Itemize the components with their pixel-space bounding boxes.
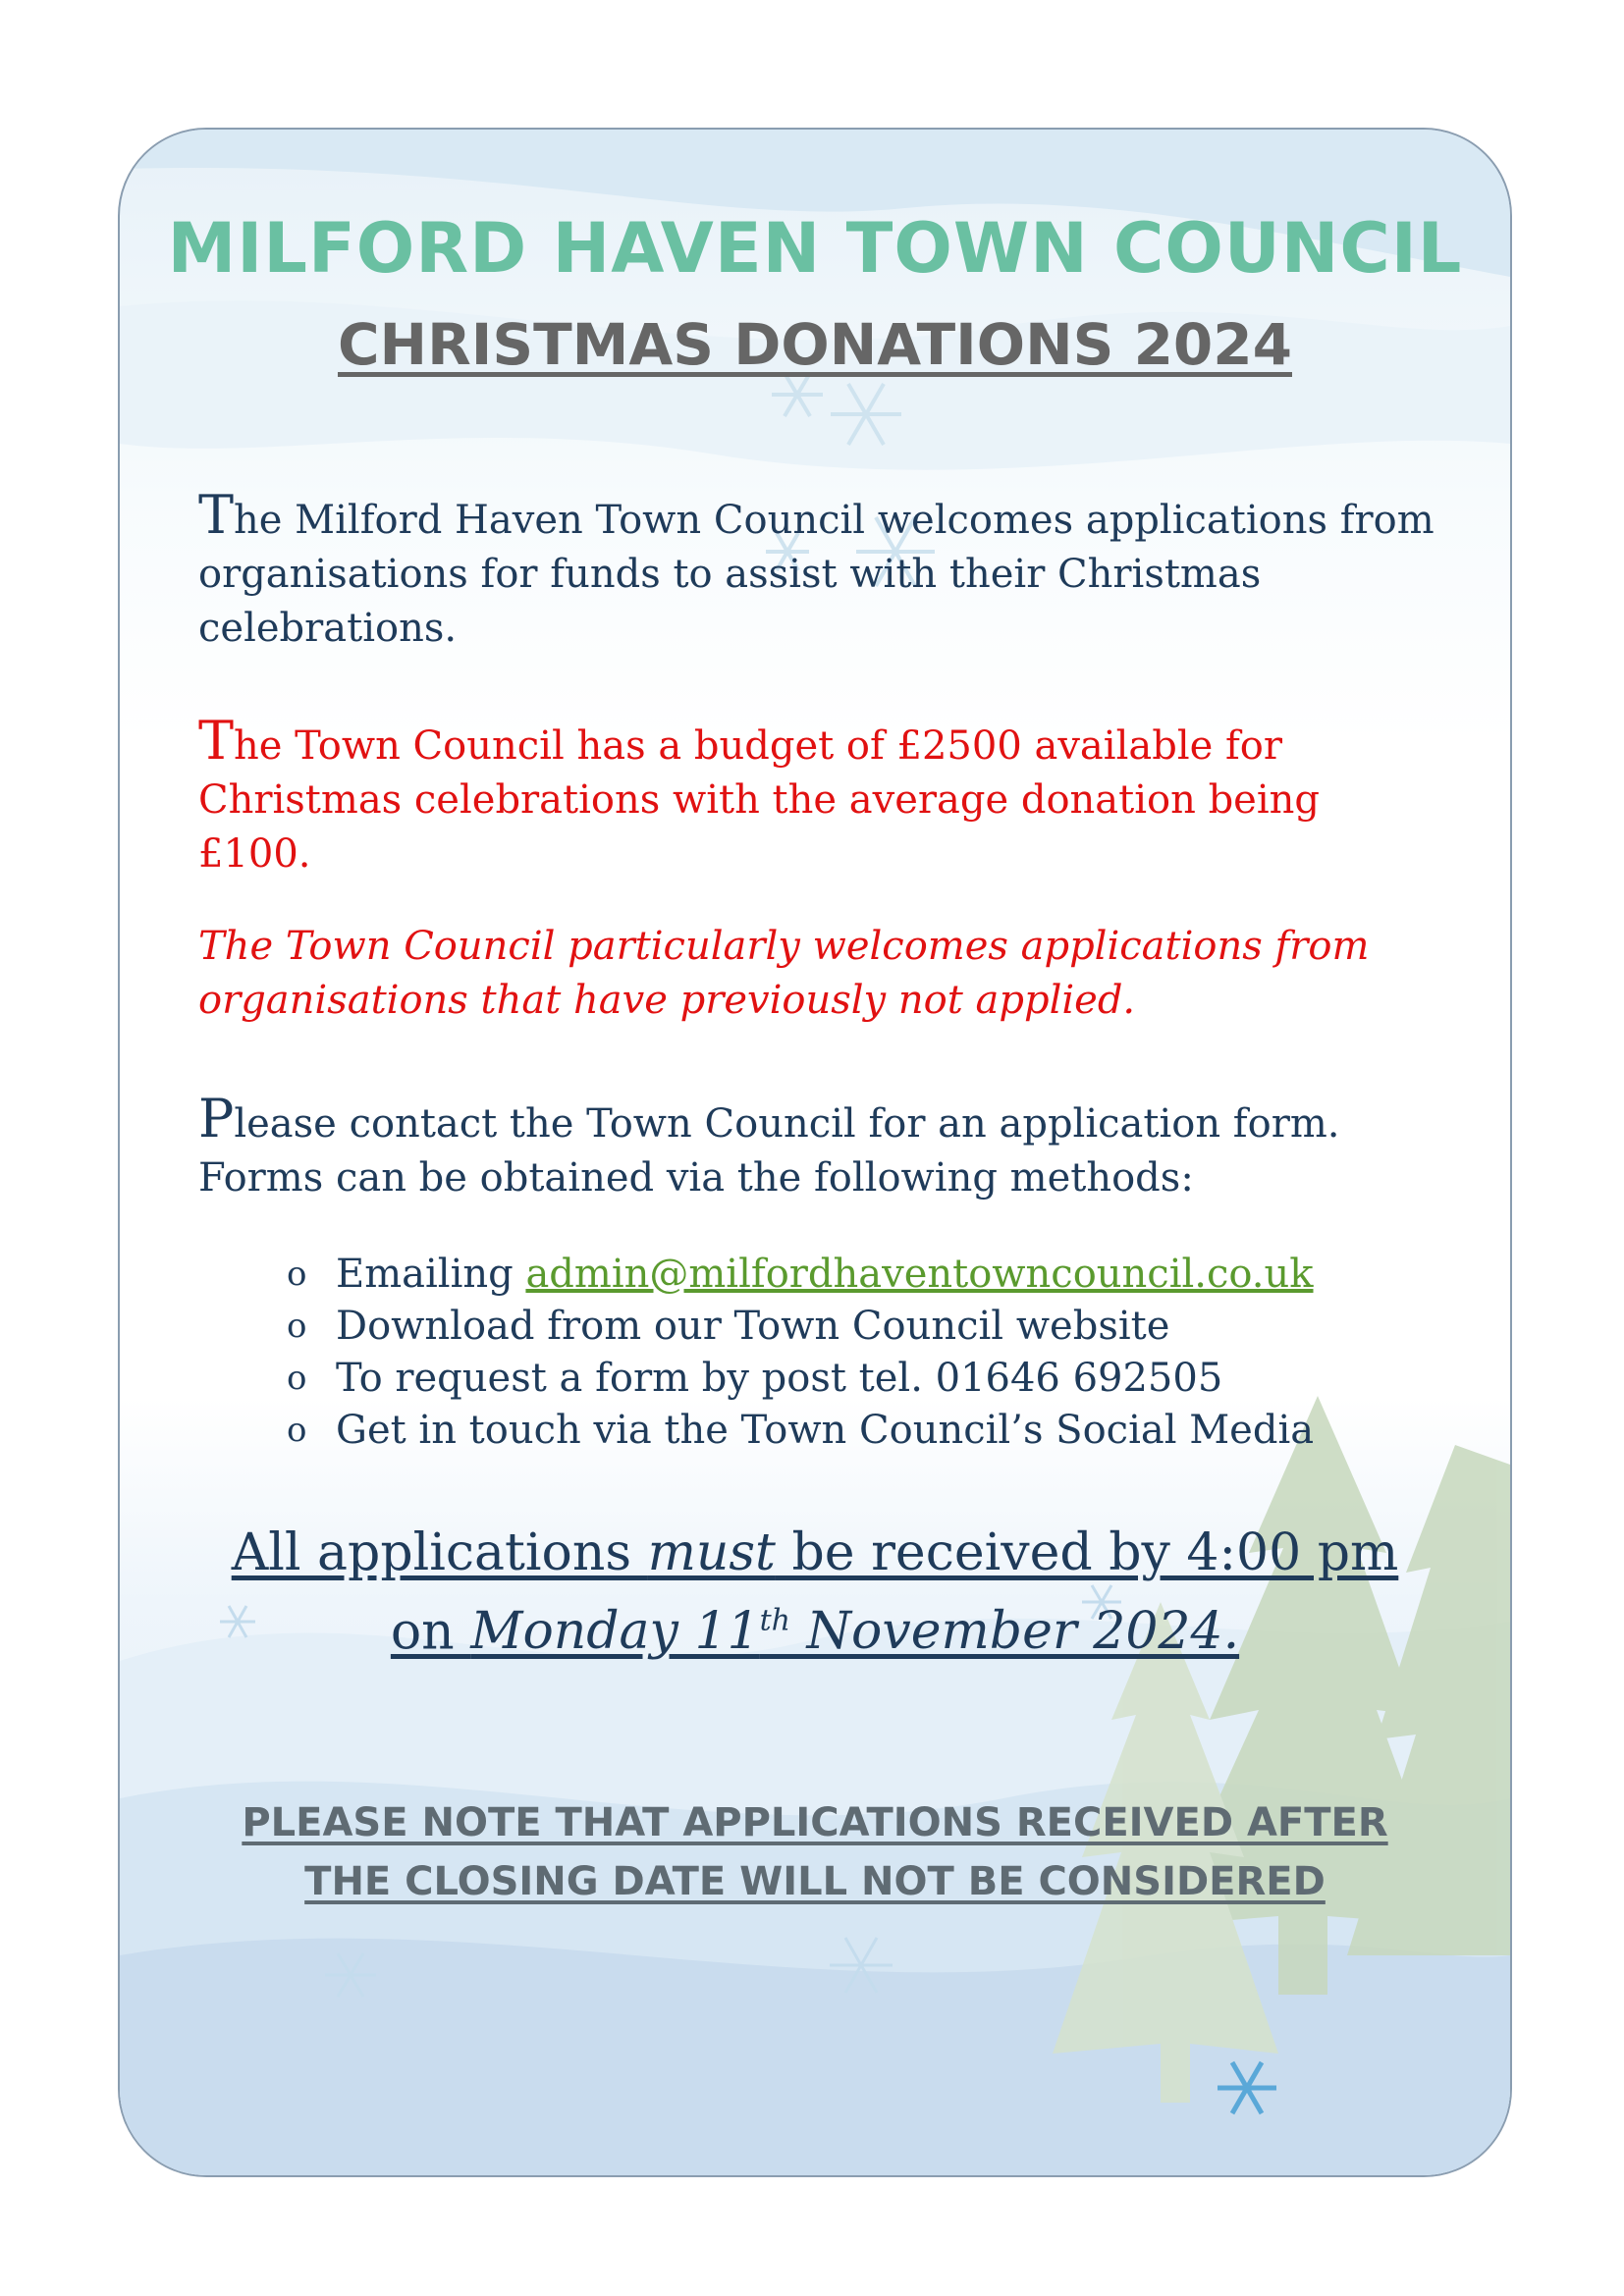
poster-card [118,128,1512,2177]
post-text: To request a form by post tel. 01646 692505 [336,1356,1223,1401]
deadline-month-year: November 2024. [790,1602,1240,1662]
poster-content [120,130,1510,2175]
deadline-line-1 [232,1523,1399,1582]
download-text: Download from our Town Council website [336,1304,1170,1349]
intro-paragraph [198,484,1435,656]
contact-methods-list [287,1249,1445,1457]
list-item-download [287,1301,1445,1353]
deadline-on: on [390,1602,471,1662]
deadline-sup: th [759,1604,790,1638]
email-link[interactable]: admin@milfordhaventowncouncil.co.uk [525,1252,1314,1297]
deadline-part1: All applications [231,1523,648,1582]
contact-dropcap: P [198,1088,235,1149]
list-item-post [287,1353,1445,1405]
deadline-line-2 [391,1602,1239,1661]
budget-paragraph [198,710,1435,881]
page-subtitle [120,311,1510,378]
deadline-part2: be received by 4:00 pm [775,1523,1399,1582]
intro-text: he Milford Haven Town Council welcomes applications from organisations for funds to assist with their Christmas celebrations. [198,498,1435,651]
list-item-social [287,1405,1445,1457]
closing-note [179,1793,1451,1911]
deadline-day: Monday 11 [470,1602,760,1662]
contact-paragraph [198,1088,1435,1205]
budget-dropcap: T [198,710,235,772]
bullet-icon: o [287,1307,307,1346]
welcome-note: The Town Council particularly welcomes applications from organisations that have previously not applied. [198,924,1370,1023]
page-title: MILFORD HAVEN TOWN COUNCIL [167,208,1463,289]
closing-note-line-2: THE CLOSING DATE WILL NOT BE CONSIDERED [304,1859,1326,1904]
list-item-email [287,1249,1445,1301]
email-prefix: Emailing [336,1252,526,1297]
deadline-must: must [647,1523,776,1582]
deadline-notice [179,1519,1451,1666]
contact-text: lease contact the Town Council for an application form. Forms can be obtained via the following methods: [198,1101,1340,1201]
intro-dropcap: T [198,484,235,546]
closing-note-line-1: PLEASE NOTE THAT APPLICATIONS RECEIVED AFTER [242,1800,1388,1845]
social-text: Get in touch via the Town Council’s Social Media [336,1408,1315,1453]
bullet-icon: o [287,1359,307,1398]
budget-text: he Town Council has a budget of £2500 available for Christmas celebrations with the average donation being £100. [198,723,1321,877]
subtitle-text: CHRISTMAS DONATIONS 2024 [337,311,1292,378]
bullet-icon: o [287,1411,307,1450]
bullet-icon: o [287,1255,307,1294]
